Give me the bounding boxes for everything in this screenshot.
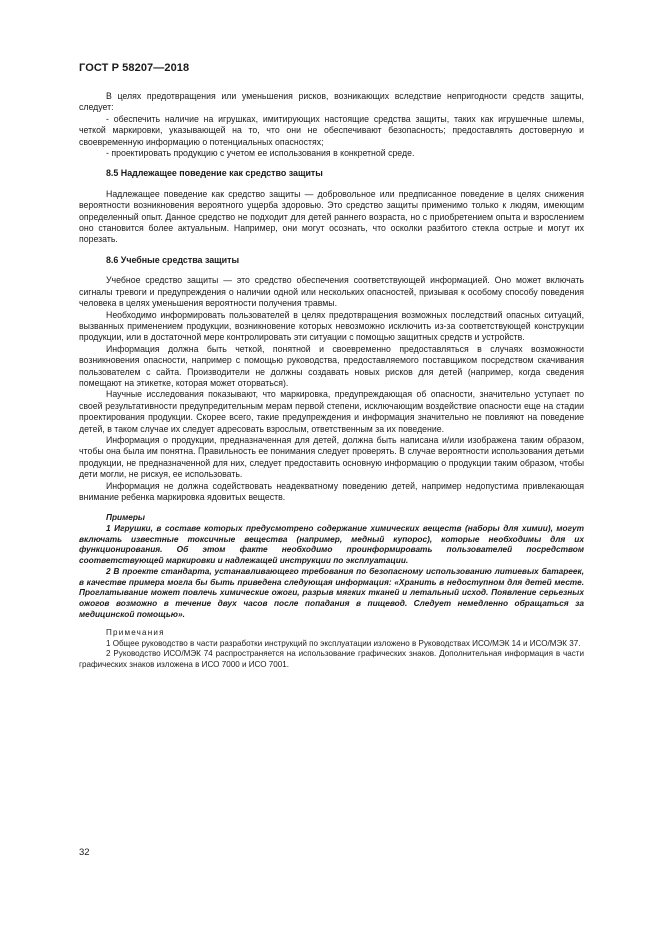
paragraph: Необходимо информировать пользователей в целях предотвращения возможных последствий опасных ситуаций, вызванных применением продукции, возникновение которых невозможно исключить из-за соответствующей конструкции продукции, или в достаточной мере контролировать эти ситуации с помощью защитных средств и устройств. [79,309,584,343]
section-heading-8-6: 8.6 Учебные средства защиты [106,254,240,265]
note-item: 1 Общее руководство в части разработки инструкций по эксплуатации изложено в Руководствах ИСО/МЭК 14 и ИСО/МЭК 37. [106,638,581,648]
example-item: 1 Игрушки, в составе которых предусмотрено содержание химических веществ (наборы для химии), могут включать известные токсичные вещества (например, медный купорос), которые необходимы для их функционирования. Об этом факте необходимо проинформировать пользователей посредством соответствующей маркировки и надлежащей инструкции по эксплуатации. [79,523,584,566]
paragraph: Информация не должна содействовать неадекватному поведению детей, например недопустима привлекающая внимание ребенка маркировка ядовитых веществ. [79,480,584,502]
paragraph: Научные исследования показывают, что маркировка, предупреждающая об опасности, значительно уступает по своей результативности предупредительным мерам первой степени, исключающим воздействие опасности еще на стадии проектирования продукции. Скорее всего, такие предупреждения и информация значительно не повлияют на поведение детей, в таком случае их следует адресовать взрослым, ответственным за их поведение. [79,389,584,434]
examples-heading: Примеры [106,512,146,523]
note-item: 2 Руководство ИСО/МЭК 74 распространяется на использование графических знаков. Дополнительная информация в части графических знаков изложена в ИСО 7000 и ИСО 7001. [79,649,584,669]
intro-paragraph: В целях предотвращения или уменьшения рисков, возникающих вследствие непригодности средств защиты, следует: [79,91,584,113]
notes-heading: Примечания [106,628,165,638]
list-item: - обеспечить наличие на игрушках, имитирующих настоящие средства защиты, таких как игрушечные шлемы, четкой маркировки, указывающей на то, что они не обеспечивают безопасность; предоставлять достоверную и своевременную информацию о потенциальных опасностях; [79,113,584,147]
paragraph: Учебное средство защиты — это средство обеспечения соответствующей информацией. Оно может включать сигналы тревоги и предупреждения о наличии одной или нескольких опасностей, призывая к особому способу поведения человека в целях уменьшения вероятности получения травмы. [79,275,584,309]
section-heading-8-5: 8.5 Надлежащее поведение как средство защиты [106,168,323,179]
paragraph: Информация о продукции, предназначенная для детей, должна быть написана и/или изображена таким образом, чтобы она была им понятна. Правильность ее понимания следует проверять. В случае вероятности использования детьми продукции, не предназначенной для них, следует предоставить основную информацию о продукции таким образом, чтобы дети могли, не рискуя, ее использовать. [79,434,584,480]
page-number: 32 [79,847,90,858]
paragraph: Надлежащее поведение как средство защиты — добровольное или предписанное поведение в целях снижения вероятности возникновения вероятного ущерба здоровью. Это средство защиты применимо только к людям, имеющим определенный опыт. Данное средство не подходит для детей раннего возраста, но с приобретением опыта и взрослением оно становится более актуальным. Например, они могут осознать, что осколки разбитого стекла острые и могут их порезать. [79,188,584,245]
page-content [79,91,584,670]
paragraph: Информация должна быть четкой, понятной и своевременно предоставляться в случаях возможности возникновения опасности, например с помощью руководства, предоставляемого поставщиком посредством скачивания пользователем с сайта. Производители не должны создавать новых рисков для детей (например, когда сведения помещают на этикетке, которая может оторваться). [79,343,584,388]
example-item: 2 В проекте стандарта, устанавливающего требования по безопасному использованию литиевых батареек, в качестве примера могла бы быть приведена следующая информация: «Хранить в недоступном для детей месте. Проглатывание может повлечь химические ожоги, разрыв мягких тканей и летальный исход. Появление серьезных ожогов возможно в течение двух часов после попадания в пищевод. Следует немедленно обращаться за медицинской помощью». [79,565,584,619]
list-item: - проектировать продукцию с учетом ее использования в конкретной среде. [106,148,415,159]
document-code-header: ГОСТ Р 58207—2018 [79,62,190,74]
